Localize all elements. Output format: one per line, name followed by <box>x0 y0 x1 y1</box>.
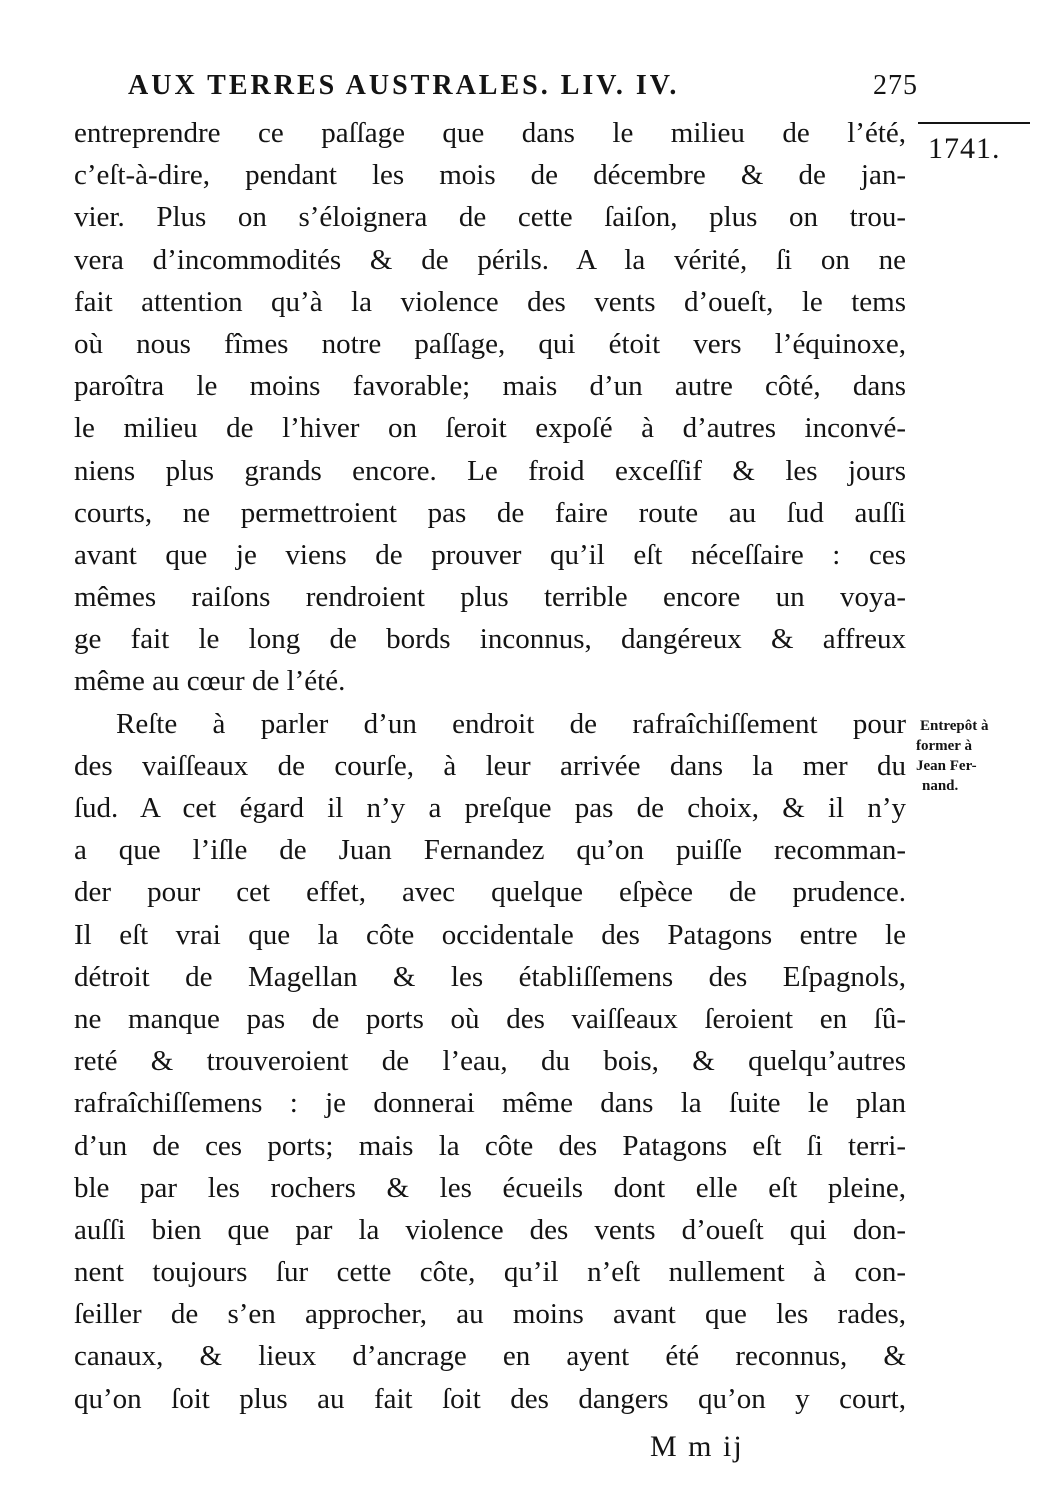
paragraph-first-line: Reſte à parler d’un endroit de rafraîchiſſement pour <box>116 707 906 740</box>
text-line: entreprendre ce paſſage que dans le milieu de l’été, <box>74 117 906 149</box>
text-line: nent toujours ſur cette côte, qu’il n’eſt nullement à con- <box>74 1256 906 1289</box>
text-line: paroîtra le moins favorable; mais d’un autre côté, dans <box>74 370 906 403</box>
text-line: fait attention qu’à la violence des vents d’oueſt, le tems <box>74 285 906 318</box>
text-line: a que l’iſle de Juan Fernandez qu’on puiſſe recomman- <box>74 834 906 867</box>
text-line: vier. Plus on s’éloignera de cette ſaiſon, plus on trou- <box>74 201 906 234</box>
text-line: der pour cet effet, avec quelque eſpèce de prudence. <box>74 876 906 909</box>
text-line: ſud. A cet égard il n’y a preſque pas de choix, & il n’y <box>74 792 906 824</box>
text-line: rafraîchiſſemens : je donnerai même dans la ſuite le plan <box>74 1087 906 1120</box>
text-line: vera d’incommodités & de périls. A la vérité, ſi on ne <box>74 243 906 276</box>
text-line: ge fait le long de bords inconnus, dangéreux & affreux <box>74 623 906 656</box>
margin-rule <box>918 122 1030 124</box>
margin-note-line: Jean Fer- <box>916 758 977 774</box>
margin-note-line: nand. <box>922 778 959 794</box>
text-line: qu’on ſoit plus au fait ſoit des dangers qu’on y court, <box>74 1382 906 1415</box>
running-title: AUX TERRES AUSTRALES. LIV. IV. <box>128 70 680 101</box>
text-line: d’un de ces ports; mais la côte des Patagons eſt ſi terri- <box>74 1129 906 1162</box>
text-line: avant que je viens de prouver qu’il eſt néceſſaire : ces <box>74 538 906 571</box>
margin-note-line: former à <box>916 738 972 754</box>
margin-year: 1741. <box>928 132 1001 165</box>
text-line: des vaiſſeaux de courſe, à leur arrivée dans la mer du <box>74 749 906 782</box>
text-line: c’eſt-à-dire, pendant les mois de décembre & de jan- <box>74 159 906 192</box>
margin-note <box>914 716 1024 796</box>
text-line: canaux, & lieux d’ancrage en ayent été reconnus, & <box>74 1340 906 1373</box>
text-line: ſeiller de s’en approcher, au moins avant que les rades, <box>74 1298 906 1331</box>
text-line: le milieu de l’hiver on ſeroit expoſé à d’autres inconvé- <box>74 412 906 445</box>
text-line: détroit de Magellan & les établiſſemens des Eſpagnols, <box>74 960 906 993</box>
text-line: auſſi bien que par la violence des vents d’oueſt qui don- <box>74 1213 906 1246</box>
body-text <box>74 112 906 1420</box>
page-number: 275 <box>873 70 918 101</box>
signature-mark: M m ij <box>650 1430 744 1463</box>
text-line: ne manque pas de ports où des vaiſſeaux ſeroient en ſû- <box>74 1002 906 1035</box>
text-line: où nous fîmes notre paſſage, qui étoit vers l’équinoxe, <box>74 327 906 360</box>
text-line: mêmes raiſons rendroient plus terrible encore un voya- <box>74 581 906 614</box>
text-line: Il eſt vrai que la côte occidentale des Patagons entre le <box>74 918 906 951</box>
running-head <box>128 70 918 110</box>
text-line: courts, ne permettroient pas de faire route au ſud auſſi <box>74 496 906 529</box>
text-line: niens plus grands encore. Le froid exceſſif & les jours <box>74 454 906 487</box>
text-line: même au cœur de l’été. <box>74 665 346 698</box>
text-line: ble par les rochers & les écueils dont elle eſt pleine, <box>74 1171 906 1204</box>
margin-note-line: Entrepôt à <box>920 718 989 734</box>
text-line: reté & trouveroient de l’eau, du bois, & quelqu’autres <box>74 1045 906 1078</box>
